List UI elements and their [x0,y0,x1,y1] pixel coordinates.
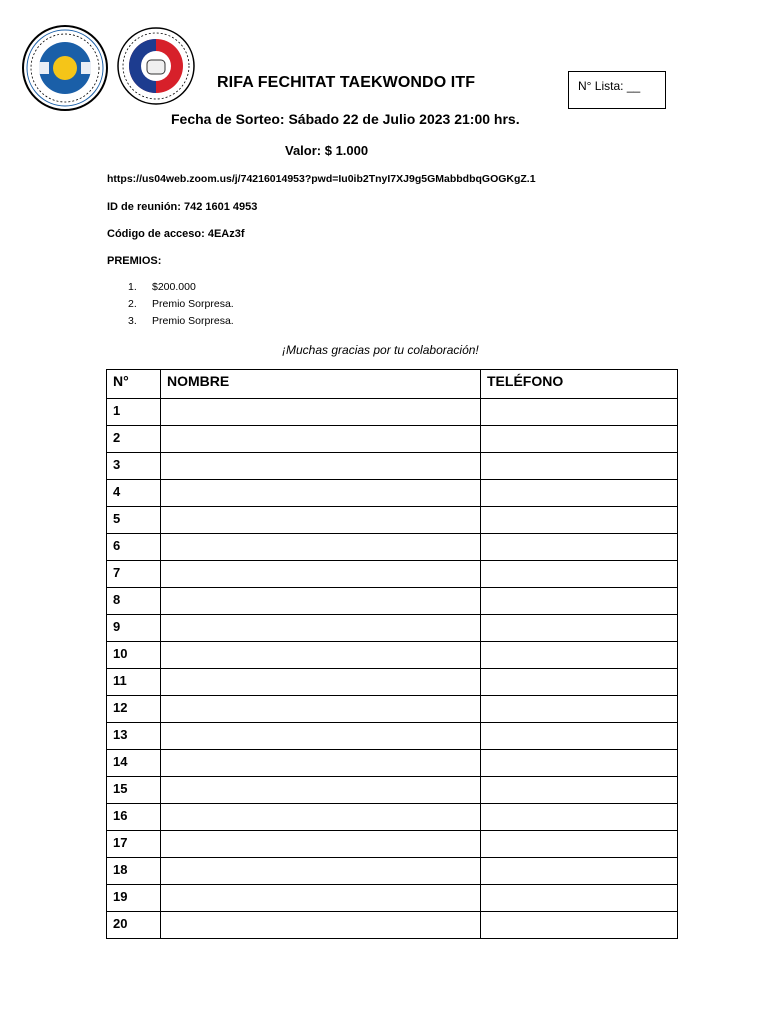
name-cell[interactable] [161,453,481,480]
row-number: 9 [107,615,161,642]
table-row [107,642,678,669]
phone-cell[interactable] [481,399,678,426]
row-number: 10 [107,642,161,669]
phone-cell[interactable] [481,507,678,534]
table-row [107,723,678,750]
row-number: 15 [107,777,161,804]
phone-cell[interactable] [481,534,678,561]
name-cell[interactable] [161,804,481,831]
document-title: RIFA FECHITAT TAEKWONDO ITF [217,74,476,91]
name-cell[interactable] [161,615,481,642]
phone-cell[interactable] [481,696,678,723]
phone-cell[interactable] [481,858,678,885]
prize-text: $200.000 [152,281,196,293]
row-number: 16 [107,804,161,831]
phone-cell[interactable] [481,669,678,696]
phone-cell[interactable] [481,912,678,939]
prize-number: 1. [128,281,137,293]
table-row [107,453,678,480]
name-cell[interactable] [161,399,481,426]
phone-cell[interactable] [481,453,678,480]
row-number: 19 [107,885,161,912]
thanks-message: ¡Muchas gracias por tu colaboración! [282,343,479,357]
fechitat-logo [116,22,196,110]
raffle-table [106,369,678,939]
row-number: 6 [107,534,161,561]
phone-cell[interactable] [481,831,678,858]
phone-cell[interactable] [481,588,678,615]
row-number: 17 [107,831,161,858]
column-name-header: NOMBRE [161,370,481,399]
row-number: 12 [107,696,161,723]
name-cell[interactable] [161,696,481,723]
row-number: 14 [107,750,161,777]
draw-date: Fecha de Sorteo: Sábado 22 de Julio 2023 21:00 hrs. [171,111,520,127]
itf-logo [21,24,109,112]
name-cell[interactable] [161,777,481,804]
phone-cell[interactable] [481,561,678,588]
meeting-link[interactable]: https://us04web.zoom.us/j/74216014953?pwd=Iu0ib2TnyI7XJ9g5GMabbdbqGOGKgZ.1 [107,173,536,185]
prize-text: Premio Sorpresa. [152,298,234,310]
row-number: 1 [107,399,161,426]
row-number: 4 [107,480,161,507]
row-number: 18 [107,858,161,885]
table-row [107,885,678,912]
row-number: 7 [107,561,161,588]
row-number: 20 [107,912,161,939]
table-header-row [107,370,678,399]
prize-item [128,298,234,310]
row-number: 5 [107,507,161,534]
name-cell[interactable] [161,588,481,615]
column-number-header: N° [107,370,161,399]
phone-cell[interactable] [481,480,678,507]
prizes-heading: PREMIOS: [107,255,162,267]
table-row [107,750,678,777]
name-cell[interactable] [161,723,481,750]
phone-cell[interactable] [481,885,678,912]
row-number: 2 [107,426,161,453]
table-row [107,615,678,642]
prize-item [128,315,234,327]
name-cell[interactable] [161,858,481,885]
table-row [107,507,678,534]
prize-item [128,281,196,293]
phone-cell[interactable] [481,642,678,669]
table-row [107,831,678,858]
name-cell[interactable] [161,885,481,912]
name-cell[interactable] [161,507,481,534]
phone-cell[interactable] [481,777,678,804]
table-row [107,426,678,453]
phone-cell[interactable] [481,723,678,750]
meeting-id: ID de reunión: 742 1601 4953 [107,201,258,213]
table-row [107,399,678,426]
row-number: 11 [107,669,161,696]
row-number: 8 [107,588,161,615]
name-cell[interactable] [161,480,481,507]
list-number-box [568,71,666,109]
name-cell[interactable] [161,669,481,696]
table-row [107,561,678,588]
column-phone-header: TELÉFONO [481,370,678,399]
name-cell[interactable] [161,561,481,588]
list-number-label: N° Lista: __ [578,79,641,93]
name-cell[interactable] [161,534,481,561]
name-cell[interactable] [161,912,481,939]
name-cell[interactable] [161,642,481,669]
name-cell[interactable] [161,831,481,858]
phone-cell[interactable] [481,426,678,453]
table-row [107,588,678,615]
prize-number: 3. [128,315,137,327]
name-cell[interactable] [161,426,481,453]
row-number: 13 [107,723,161,750]
ticket-price: Valor: $ 1.000 [285,143,369,158]
phone-cell[interactable] [481,750,678,777]
table-row [107,912,678,939]
meeting-code: Código de acceso: 4EAz3f [107,228,245,240]
table-row [107,534,678,561]
table-row [107,858,678,885]
table-row [107,480,678,507]
phone-cell[interactable] [481,804,678,831]
prize-text: Premio Sorpresa. [152,315,234,327]
table-row [107,777,678,804]
table-row [107,696,678,723]
prize-number: 2. [128,298,137,310]
table-row [107,804,678,831]
phone-cell[interactable] [481,615,678,642]
row-number: 3 [107,453,161,480]
table-row [107,669,678,696]
name-cell[interactable] [161,750,481,777]
